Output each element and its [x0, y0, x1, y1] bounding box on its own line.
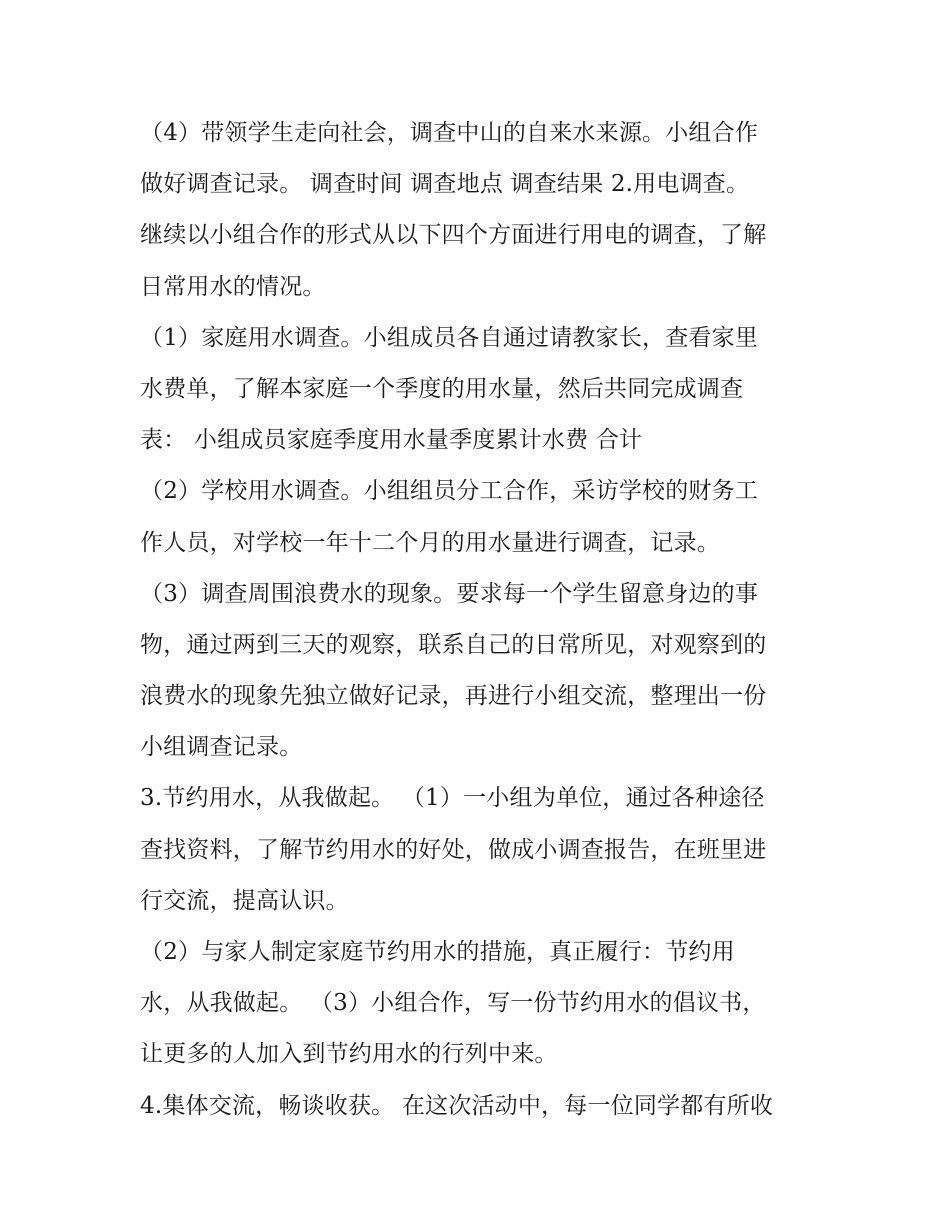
text-line-8: （2）学校用水调查。小组组员分工合作，采访学校的财务工 [140, 478, 759, 505]
text-line-5: （1）家庭用水调查。小组成员各自通过请教家长，查看家里 [140, 324, 759, 351]
text-line-3: 继续以小组合作的形式从以下四个方面进行用电的调查，了解 [140, 222, 767, 249]
text-line-16: 行交流，提高认识。 [140, 887, 349, 914]
text-line-14: 3.节约用水，从我做起。 （1）一小组为单位，通过各种途径 [140, 785, 765, 812]
text-line-19: 让更多的人加入到节约用水的行列中来。 [140, 1041, 558, 1068]
text-line-13: 小组调查记录。 [140, 734, 303, 761]
text-line-9: 作人员，对学校一年十二个月的用水量进行调查，记录。 [140, 529, 720, 556]
text-line-1: （4）带领学生走向社会，调查中山的自来水来源。小组合作 [140, 120, 759, 146]
text-line-7: 表： 小组成员家庭季度用水量季度累计水费 合计 [140, 427, 643, 454]
text-line-10: （3）调查周围浪费水的现象。要求每一个学生留意身边的事 [140, 580, 759, 607]
text-line-17: （2）与家人制定家庭节约用水的措施，真正履行：节约用 [140, 939, 735, 965]
text-line-15: 查找资料，了解节约用水的好处，做成小调查报告，在班里进 [140, 836, 767, 863]
text-line-18: 水，从我做起。 （3）小组合作，写一份节约用水的倡议书， [140, 990, 766, 1017]
text-line-4: 日常用水的情况。 [140, 273, 326, 300]
document-body [140, 108, 820, 1132]
text-line-11: 物，通过两到三天的观察，联系自己的日常所见，对观察到的 [140, 631, 767, 658]
text-line-12: 浪费水的现象先独立做好记录，再进行小组交流，整理出一份 [140, 683, 767, 710]
text-line-6: 水费单，了解本家庭一个季度的用水量，然后共同完成调查 [140, 375, 744, 402]
text-line-2: 做好调查记录。 调查时间 调查地点 调查结果 2.用电调查。 [140, 171, 750, 198]
text-line-20: 4.集体交流，畅谈收获。 在这次活动中，每一位同学都有所收 [140, 1092, 774, 1119]
